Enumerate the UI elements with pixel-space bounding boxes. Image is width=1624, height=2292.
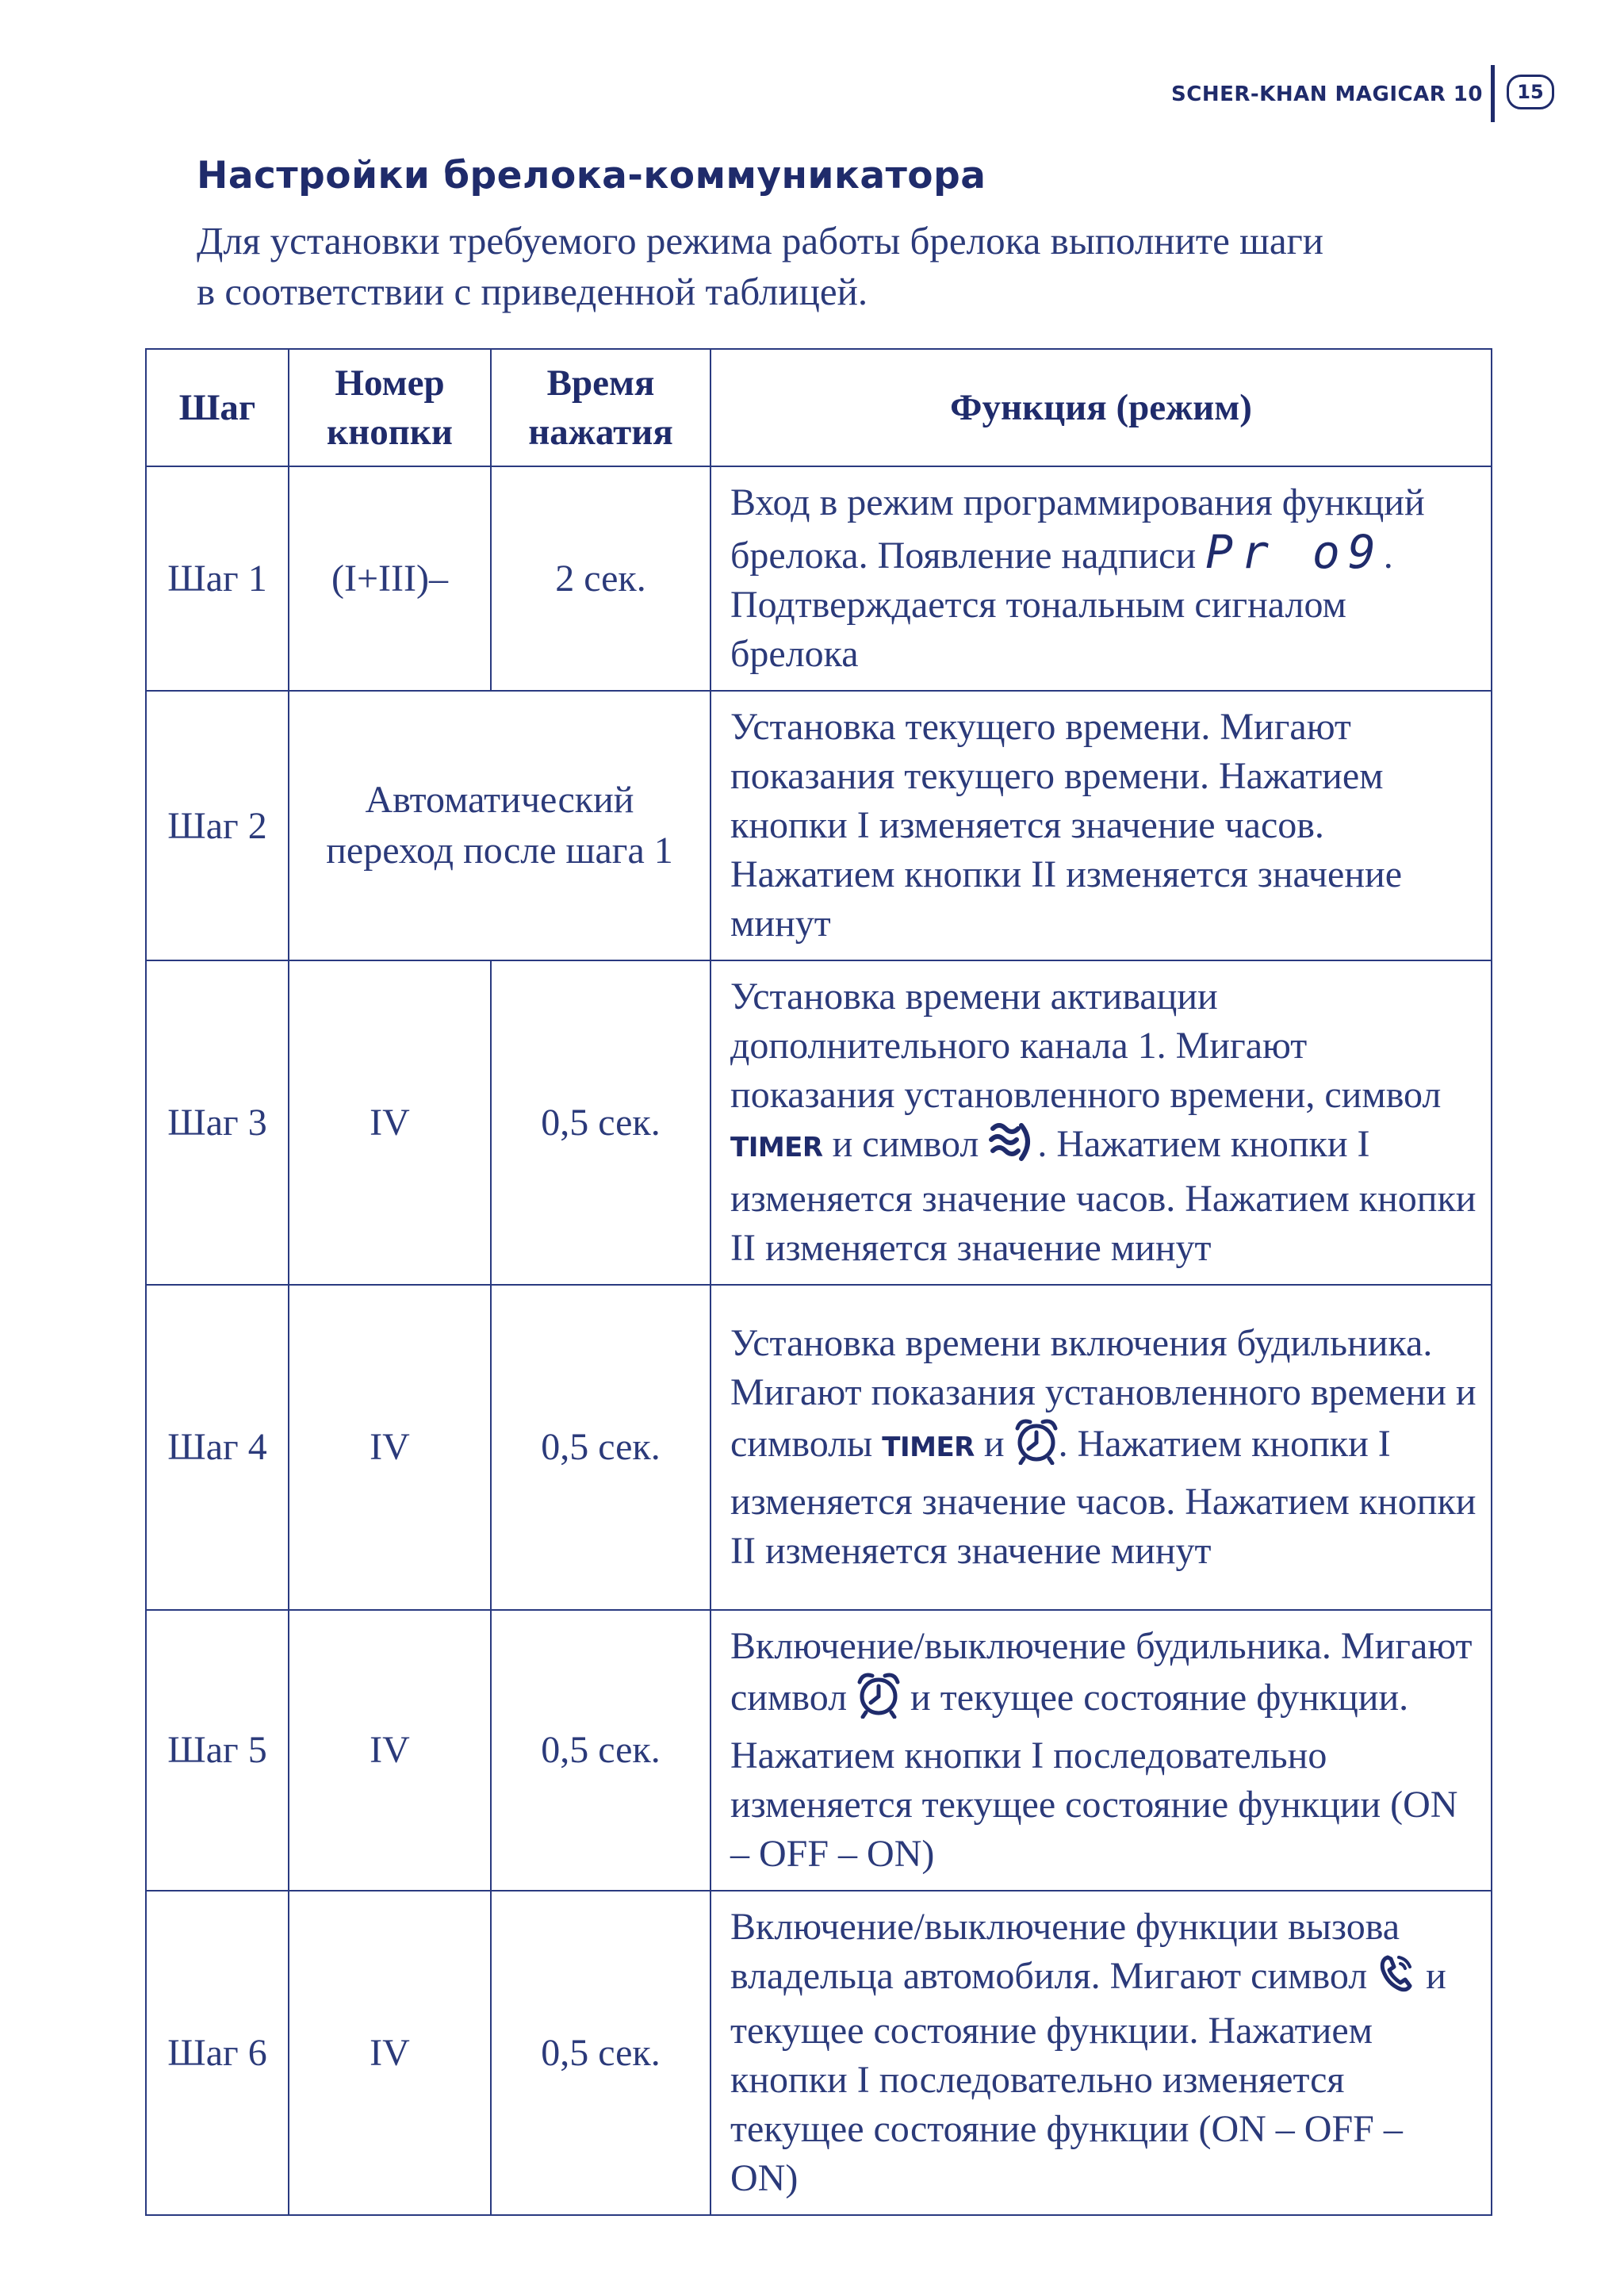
func-text: и символ <box>822 1123 989 1165</box>
phone-handset-icon <box>1377 1953 1416 2006</box>
table-row <box>146 1285 1492 1610</box>
func-text: Установка времени активации дополнительного канала 1. Мигают показания установленного времени, символ <box>730 975 1442 1116</box>
header-divider <box>1491 65 1495 122</box>
cell-step: Шаг 6 <box>146 1891 289 2215</box>
prog-display-text: Pr o9 <box>1205 525 1384 579</box>
table-header-row <box>146 349 1492 466</box>
table-row <box>146 1891 1492 2215</box>
intro-text <box>197 216 1465 317</box>
cell-step: Шаг 1 <box>146 466 289 691</box>
cell-time: 0,5 сек. <box>491 1285 710 1610</box>
cell-function <box>710 960 1492 1285</box>
header-time-line1: Время <box>546 362 655 404</box>
table-row <box>146 466 1492 691</box>
header-time-line2: нажатия <box>528 412 673 453</box>
cell-step: Шаг 4 <box>146 1285 289 1610</box>
func-text: . Подтверждается тональным сигналом брелока <box>730 535 1393 675</box>
brand-name: SCHER-KHAN MAGICAR 10 <box>1171 82 1483 106</box>
cell-step: Шаг 3 <box>146 960 289 1285</box>
intro-line-1: Для установки требуемого режима работы брелока выполните шаги <box>197 219 1323 263</box>
header-button-line1: Номер <box>335 362 445 404</box>
heater-icon <box>988 1121 1037 1175</box>
func-text: . Нажатием кнопки I изменяется значение часов. Нажатием кнопки II изменяется значение минут <box>730 1423 1477 1572</box>
timer-label: TIMER <box>882 1432 975 1463</box>
cell-function <box>710 466 1492 691</box>
settings-table <box>145 348 1492 2216</box>
merged-line-1: Автоматический <box>365 779 634 821</box>
header-step: Шаг <box>146 349 289 466</box>
merged-line-2: переход после шага 1 <box>326 830 673 872</box>
cell-button: IV <box>289 1285 491 1610</box>
cell-time: 0,5 сек. <box>491 1891 710 2215</box>
cell-step: Шаг 5 <box>146 1610 289 1891</box>
func-text: и <box>974 1423 1014 1465</box>
func-text: Включение/выключение функции вызова владельца автомобиля. Мигают символ <box>730 1905 1400 1997</box>
cell-button: IV <box>289 1891 491 2215</box>
func-text: Включение/выключение будильника. Мигают символ <box>730 1624 1473 1719</box>
cell-button: IV <box>289 960 491 1285</box>
cell-button: IV <box>289 1610 491 1891</box>
cell-function <box>710 1610 1492 1891</box>
timer-label: TIMER <box>730 1132 823 1163</box>
header-time <box>491 349 710 466</box>
page-number: 15 <box>1507 75 1554 109</box>
header-function: Функция (режим) <box>710 349 1492 466</box>
cell-time: 0,5 сек. <box>491 960 710 1285</box>
table-row <box>146 691 1492 960</box>
func-text: . Нажатием кнопки I изменяется значение часов. Нажатием кнопки II изменяется значение минут <box>730 1123 1477 1269</box>
alarm-clock-icon <box>856 1671 901 1731</box>
page-header <box>0 73 1624 117</box>
cell-time: 2 сек. <box>491 466 710 691</box>
cell-merged <box>289 691 710 960</box>
func-text: и текущее состояние функции. Нажатием кнопки I последовательно изменяется текущее состояние функции (ON – OFF – ON) <box>730 1677 1458 1875</box>
intro-line-2: в соответствии с приведенной таблицей. <box>197 270 868 313</box>
cell-button: (I+III)– <box>289 466 491 691</box>
cell-step: Шаг 2 <box>146 691 289 960</box>
cell-function: Установка текущего времени. Мигают показания текущего времени. Нажатием кнопки I изменяется значение часов. Нажатием кнопки II изменяется значение минут <box>710 691 1492 960</box>
cell-function <box>710 1285 1492 1610</box>
header-button-line2: кнопки <box>327 412 453 453</box>
cell-time: 0,5 сек. <box>491 1610 710 1891</box>
alarm-clock-icon <box>1014 1417 1059 1478</box>
page-title: Настройки брелока-коммуникатора <box>197 154 986 197</box>
table-row <box>146 960 1492 1285</box>
table-row <box>146 1610 1492 1891</box>
func-text: и текущее состояние функции. Нажатием кнопки I последовательно изменяется текущее состояние функции (ON – OFF – ON) <box>730 1954 1446 2199</box>
func-text: Установка времени включения будильника. Мигают показания установленного времени и символы <box>730 1321 1477 1465</box>
header-button <box>289 349 491 466</box>
func-text: Вход в режим программирования функций брелока. Появление надписи <box>730 481 1425 577</box>
cell-function <box>710 1891 1492 2215</box>
